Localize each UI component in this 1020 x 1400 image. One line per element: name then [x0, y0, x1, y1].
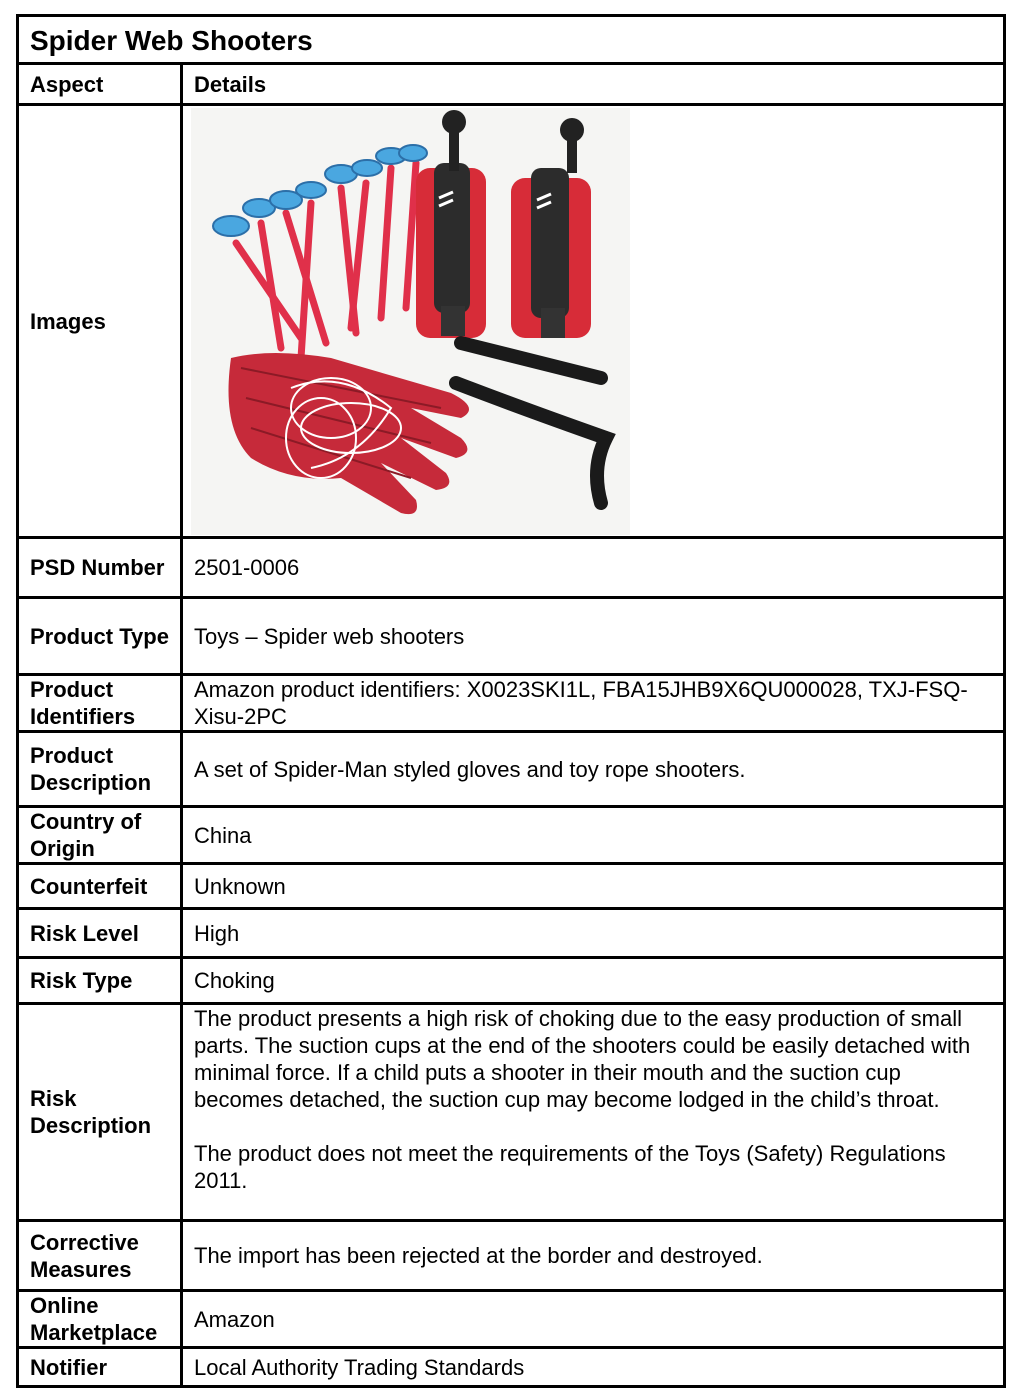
table-title: Spider Web Shooters — [30, 25, 313, 56]
row-images — [19, 106, 1003, 539]
counterfeit-label: Counterfeit — [19, 865, 183, 907]
online-marketplace-label: Online Marketplace — [19, 1292, 183, 1346]
row-risk-type — [19, 959, 1003, 1005]
images-label: Images — [19, 106, 183, 536]
corrective-measures-value: The import has been rejected at the border and destroyed. — [194, 1243, 763, 1268]
row-product-identifiers — [19, 676, 1003, 733]
notifier-value: Local Authority Trading Standards — [194, 1354, 525, 1380]
risk-description-regulation: The product does not meet the requirements of the Toys (Safety) Regulations 2011. — [194, 1141, 946, 1193]
risk-description-label: Risk Description — [19, 1005, 183, 1219]
row-product-description — [19, 733, 1003, 808]
row-country-of-origin — [19, 808, 1003, 865]
row-risk-description — [19, 1005, 1003, 1222]
product-photo — [191, 108, 630, 535]
risk-description-paragraph: The product presents a high risk of choking due to the easy production of small parts. The suction cups at the end of the shooters could be easily detached with minimal force. If a child puts a shooter in their mouth and the suction cup becomes detached, the suction cup may become lodged in the child’s throat. — [194, 1006, 971, 1112]
online-marketplace-value: Amazon — [194, 1306, 275, 1332]
row-psd-number — [19, 539, 1003, 599]
product-description-label: Product Description — [19, 733, 183, 805]
row-corrective-measures — [19, 1222, 1003, 1292]
country-of-origin-value: China — [194, 822, 252, 848]
product-type-label: Product Type — [19, 599, 183, 673]
notifier-label: Notifier — [19, 1349, 183, 1385]
product-photo-drawing — [191, 108, 630, 535]
header-details: Details — [194, 71, 267, 97]
header-aspect: Aspect — [19, 65, 183, 103]
country-of-origin-label: Country of Origin — [19, 808, 183, 862]
header-row — [19, 65, 1003, 106]
product-description-value: A set of Spider-Man styled gloves and toy rope shooters. — [194, 756, 746, 782]
product-safety-table — [16, 14, 1006, 1388]
risk-level-value: High — [194, 920, 240, 946]
product-type-value: Toys – Spider web shooters — [194, 623, 465, 649]
risk-type-label: Risk Type — [19, 959, 183, 1002]
row-online-marketplace — [19, 1292, 1003, 1349]
row-risk-level — [19, 910, 1003, 959]
table-title-bar — [19, 17, 1003, 65]
psd-number-label: PSD Number — [19, 539, 183, 596]
psd-number-value: 2501-0006 — [194, 555, 300, 580]
product-identifiers-value: Amazon product identifiers: X0023SKI1L, FBA15JHB9X6QU000028, TXJ-FSQ-Xisu-2PC — [194, 677, 968, 729]
product-identifiers-label: Product Identifiers — [19, 676, 183, 730]
row-counterfeit — [19, 865, 1003, 910]
risk-level-label: Risk Level — [19, 910, 183, 956]
row-product-type — [19, 599, 1003, 676]
corrective-measures-label: Corrective Measures — [19, 1222, 183, 1289]
risk-description-value — [183, 1005, 1003, 1219]
row-notifier — [19, 1349, 1003, 1385]
counterfeit-value: Unknown — [194, 873, 286, 899]
risk-type-value: Choking — [194, 968, 275, 993]
